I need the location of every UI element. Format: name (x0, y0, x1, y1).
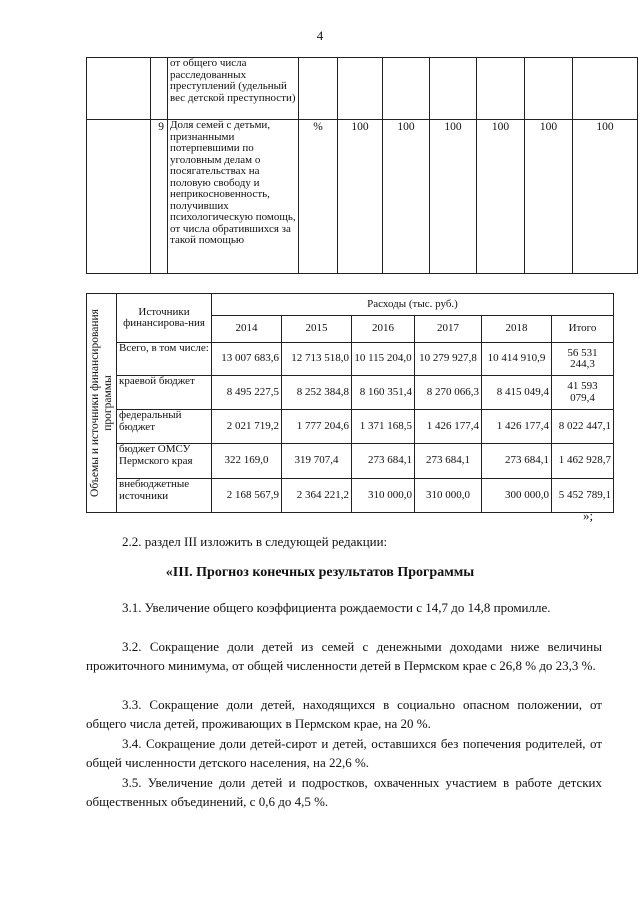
expenses-header: Расходы (тыс. руб.) (212, 294, 614, 316)
value-cell: 5 452 789,1 (552, 479, 614, 513)
value-cell: 273 684,1 (415, 444, 482, 479)
page-number: 4 (316, 28, 324, 43)
value-cell: 1 371 168,5 (352, 410, 415, 444)
sources-header: Источники финансирова-ния (117, 294, 212, 343)
list-item: 3.3. Сокращение доли детей, находящихся в социально опасном положении, от общего числа детей, проживающих в Пермском крае, на 20 %. (86, 697, 602, 731)
value-cell: 100 (525, 120, 573, 274)
value-cell: 56 531 244,3 (552, 343, 614, 376)
indicator-text: от общего числа расследованных преступлений (удельный вес детской преступности) (168, 58, 299, 120)
value-cell: 41 593 079,4 (552, 376, 614, 410)
closing-quote: »; (583, 508, 594, 523)
value-cell: 8 160 351,4 (352, 376, 415, 410)
value-cell: 1 426 177,4 (482, 410, 552, 444)
value-cell: 319 707,4 (282, 444, 352, 479)
list-item: 3.1. Увеличение общего коэффициента рождаемости с 14,7 до 14,8 промилле. (122, 600, 551, 615)
indicator-text: Доля семей с детьми, признанными потерпевшими по уголовным делам о посягательствах на половую свободу и неприкосновенность, получивших психологическую помощь, от числа обратившихся за такой помощью (168, 120, 299, 274)
table-row (87, 376, 614, 410)
value-cell: 273 684,1 (482, 444, 552, 479)
value-cell: 2 168 567,9 (212, 479, 282, 513)
value-cell: 100 (477, 120, 525, 274)
value-cell: 10 279 927,8 (415, 343, 482, 376)
financing-table (86, 293, 614, 513)
value-cell: 322 169,0 (212, 444, 282, 479)
value-cell: 2 021 719,2 (212, 410, 282, 444)
value-cell: 10 414 910,9 (482, 343, 552, 376)
value-cell: 100 (383, 120, 430, 274)
section-heading: «III. Прогноз конечных результатов Программы (165, 565, 475, 580)
list-item: 3.2. Сокращение доли детей из семей с денежными доходами ниже величины прожиточного минимума, от общей численности детей в Пермском крае с 26,8 % до 23,3 %. (86, 639, 602, 673)
value-cell: 13 007 683,6 (212, 343, 282, 376)
unit-cell: % (299, 120, 338, 274)
value-cell: 8 495 227,5 (212, 376, 282, 410)
value-cell: 8 270 066,3 (415, 376, 482, 410)
year-header: 2015 (282, 316, 352, 343)
side-label: Объемы и источники финансирования программы (88, 309, 114, 497)
table-row (87, 410, 614, 444)
year-header: 2014 (212, 316, 282, 343)
table-row (87, 444, 614, 479)
year-header: 2017 (415, 316, 482, 343)
year-header: 2016 (352, 316, 415, 343)
value-cell: 100 (430, 120, 477, 274)
source-label: бюджет ОМСУ Пермского края (117, 444, 212, 479)
value-cell: 2 364 221,2 (282, 479, 352, 513)
value-cell: 100 (338, 120, 383, 274)
table-row (87, 479, 614, 513)
source-label: краевой бюджет (117, 376, 212, 410)
value-cell: 310 000,0 (352, 479, 415, 513)
section-intro: 2.2. раздел III изложить в следующей редакции: (122, 534, 388, 549)
value-cell: 8 415 049,4 (482, 376, 552, 410)
value-cell: 1 777 204,6 (282, 410, 352, 444)
value-cell: 8 022 447,1 (552, 410, 614, 444)
value-cell: 100 (573, 120, 638, 274)
list-item: 3.5. Увеличение доли детей и подростков, охваченных участием в работе детских общественных объединений, с 0,6 до 4,5 %. (86, 775, 602, 809)
source-label: Всего, в том числе: (117, 343, 212, 376)
list-item: 3.4. Сокращение доли детей-сирот и детей, оставшихся без попечения родителей, от общей численности детского населения, на 22,6 %. (86, 736, 602, 770)
table-row (87, 58, 638, 120)
value-cell: 273 684,1 (352, 444, 415, 479)
value-cell: 1 462 928,7 (552, 444, 614, 479)
side-label-cell (87, 294, 117, 513)
value-cell: 300 000,0 (482, 479, 552, 513)
source-label: федеральный бюджет (117, 410, 212, 444)
row-number: 9 (151, 120, 168, 274)
value-cell: 12 713 518,0 (282, 343, 352, 376)
indicators-table (86, 57, 638, 274)
value-cell: 10 115 204,0 (352, 343, 415, 376)
value-cell: 1 426 177,4 (415, 410, 482, 444)
year-header: Итого (552, 316, 614, 343)
value-cell: 8 252 384,8 (282, 376, 352, 410)
value-cell: 310 000,0 (415, 479, 482, 513)
table-row (87, 120, 638, 274)
source-label: внебюджетные источники (117, 479, 212, 513)
year-header: 2018 (482, 316, 552, 343)
table-row (87, 343, 614, 376)
